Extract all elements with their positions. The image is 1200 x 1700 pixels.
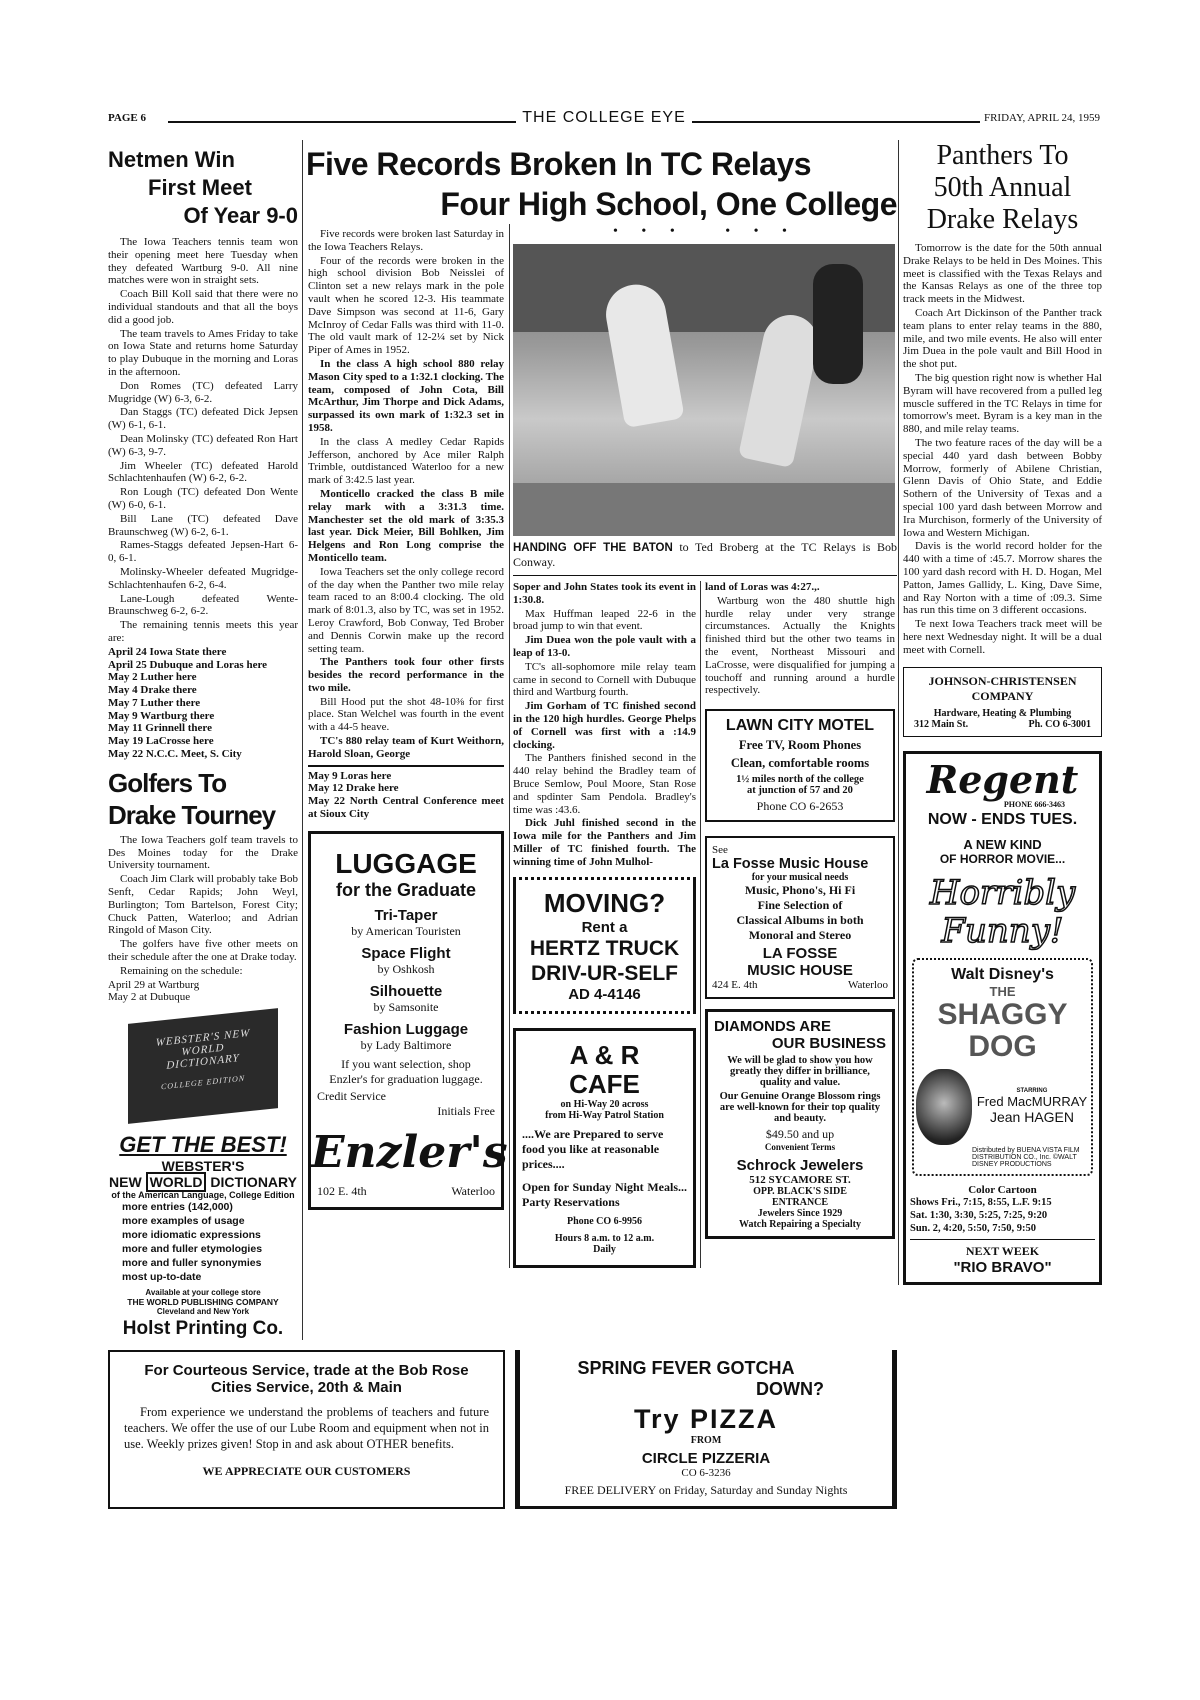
- luggage-maker: by Samsonite: [373, 999, 439, 1014]
- paragraph: Bill Hood put the shot 48-10⅜ for first place. Stan Welchel was fourth in the event with a 44-5 heave.: [308, 695, 504, 734]
- paragraph: Dan Staggs (TC) defeated Dick Jepsen (W) 6-1, 6-1.: [108, 406, 298, 432]
- luggage-maker: by Lady Baltimore: [360, 1037, 452, 1052]
- list-item: May 2 Luther here: [108, 671, 197, 684]
- paragraph: Iowa Teachers set the only college record of the day when the Panther two mile relay team raced to an 8:00.4 clocking. The old mark of 8:01.3, also by TC, was set in 1952. Leroy Crawford, Bob Conway, Ted Brober and Dennis Corwin make up the record setting team.: [308, 565, 504, 655]
- holst-printing: Holst Printing Co.: [122, 1318, 284, 1340]
- paragraph: The Panthers took four other firsts besides the record performance in the two mile.: [308, 656, 504, 694]
- list-item: April 24 Iowa State there: [108, 645, 227, 658]
- paragraph: Bill Lane (TC) defeated Dave Braunschweg (W) 6-2, 6-1.: [108, 512, 298, 538]
- paragraph: The golfers have five other meets on their schedule after the one at Drake today.: [108, 938, 298, 964]
- issue-date: FRIDAY, APRIL 24, 1959: [980, 112, 1100, 124]
- list-item: May 9 Loras here: [308, 769, 392, 782]
- webster-dictionary-ad: WEBSTER'S NEW WORLD DICTIONARY COLLEGE EDITION GET THE BEST! WEBSTER'S NEW WORLD DICTIONARY of the American Language, College Edition more entries (142,000) more examples of usage more idiomatic expressions more and fuller etymologies more and fuller synonymies most up-to-date Available at your college store THE WORLD PUBLISHING COMPANY Cleveland and New York Holst Printing Co.: [108, 1016, 298, 1340]
- bob-rose-cities-service-ad: For Courteous Service, trade at the Bob Rose Cities Service, 20th & Main From experience we understand the problems of teachers and future teachers. We offer the use of our Lube Room and equipment when not in use. Weekly prizes given! Stop in and ask about OTHER benefits. WE APPRECIATE OUR CUSTOMERS: [108, 1350, 505, 1509]
- paragraph: Jim Duea won the pole vault with a leap of 13-0.: [513, 634, 696, 659]
- actor-portrait: [916, 1069, 972, 1145]
- slogan: GET THE BEST!: [119, 1132, 287, 1158]
- list-item: more entries (142,000): [122, 1201, 233, 1214]
- golfers-headline: Golfers To Drake Tourney: [108, 767, 276, 830]
- hertz-truck-ad: MOVING? Rent a HERTZ TRUCK DRIV-UR-SELF AD 4-4146: [513, 877, 696, 1014]
- paragraph: TC's 880 relay team of Kurt Weithorn, Harold Sloan, George: [308, 735, 504, 760]
- page-number: PAGE 6: [108, 112, 150, 124]
- enzlers-luggage-ad: LUGGAGE for the Graduate Tri-Taper by American Touristen Space Flight by Oshkosh Silhouette by Samsonite Fashion Luggage by Lady Baltimore If you want selection, shop Enzler's for graduation luggage. Credit Service Initials Free Enzler's 102 E. 4th Waterloo: [308, 831, 504, 1210]
- relays-headline: Five Records Broken In TC Relays Four High School, One College: [306, 146, 897, 222]
- paragraph: Coach Bill Koll said that there were no individual standouts and that all the boys did a good job.: [108, 288, 298, 326]
- paragraph: Coach Art Dickinson of the Panther track team plans to enter relay teams in the 880, mile, and two mile events. He also will enter Jim Duea in the pole vault and Bill Hood in the shot put.: [903, 306, 1102, 371]
- paragraph: The Iowa Teachers tennis team won their opening meet here Tuesday when they defeated Wartburg 9-0. All nine matches were won in straight sets.: [108, 236, 298, 287]
- ornament-dots: • • • • • •: [613, 224, 797, 239]
- regent-theater-ad: Regent PHONE 666-3463 NOW - ENDS TUES. A NEW KIND OF HORROR MOVIE... Horribly Funny! Walt Disney's THE SHAGGY DOG STARRING Fred MacMURRAY Jean HAGEN Distributed by BUENA VISTA FILM DISTRIBUTION CO., Inc. ©WALT DISNEY PRODUCTIONS Color Cartoon Shows Fri., 7:15, 8:55, L.F. 9:15 Sat. 1:30, 3:30, 5:25, 7:25, 9:20 Sun. 2, 4:20, 5:50, 7:50, 9:50 NEXT WEEK "RIO BRAVO": [903, 751, 1102, 1285]
- luggage-brand: Space Flight: [361, 944, 451, 962]
- enzlers-logo: Enzler's: [311, 1126, 508, 1178]
- list-item: May 11 Grinnell there: [108, 722, 212, 735]
- newspaper-title: THE COLLEGE EYE: [516, 109, 692, 126]
- golfers-article: [108, 834, 298, 1004]
- netmen-article: [108, 236, 298, 761]
- list-item: May 19 LaCrosse here: [108, 735, 214, 748]
- paragraph: The big question right now is whether Hal Byram will have recovered from a pulled leg muscle suffered in the TC Relays in time for tomorrow's meet. Byram is a key man in the 880, and mile relay teams.: [903, 371, 1102, 436]
- luggage-brand: Silhouette: [369, 982, 443, 1000]
- list-item: Sat. 1:30, 3:30, 5:25, 7:25, 9:20: [910, 1209, 1048, 1221]
- column-1: [108, 140, 302, 1340]
- column-5: [898, 140, 1102, 1285]
- drake-article: [903, 242, 1102, 657]
- ar-cafe-ad: A & R CAFE on Hi-Way 20 across from Hi-Way Patrol Station ....We are Prepared to serve food you like at reasonable prices.... Open for Sunday Night Meals... Party Reservations Phone CO 6-9956 Hours 8 a.m. to 12 a.m. Daily: [513, 1028, 696, 1268]
- main-area: [108, 140, 897, 1509]
- paragraph: Coach Jim Clark will probably take Bob Senft, Cedar Rapids; John Weyl, Burlington; Tom Bartelson, Forest City; Chuck Patten, Waterloo; and Adrian Ringold of Mason City.: [108, 873, 298, 937]
- list-item: Sun. 2, 4:20, 5:50, 7:50, 9:50: [910, 1222, 1037, 1234]
- list-item: April 29 at Wartburg: [108, 978, 200, 991]
- list-item: May 22 N.C.C. Meet, S. City: [108, 748, 242, 761]
- column-2: [306, 224, 510, 1268]
- relays-article-col1: [308, 228, 504, 821]
- luggage-brand: Fashion Luggage: [343, 1020, 469, 1038]
- paragraph: Dean Molinsky (TC) defeated Ron Hart (W) 6-3, 9-7.: [108, 432, 298, 458]
- paragraph: Lane-Lough defeated Wente-Braunschweg 6-2, 6-2.: [108, 592, 298, 618]
- paragraph: Soper and John States took its event in 1:30.8.: [513, 581, 696, 606]
- list-item: more and fuller synonymies: [122, 1257, 262, 1270]
- relay-baton-photo: [513, 244, 895, 536]
- photo-section: [510, 224, 897, 1268]
- list-item: more idiomatic expressions: [122, 1229, 261, 1242]
- bottom-ads-row: [108, 1350, 897, 1509]
- paragraph: Remaining on the schedule:: [120, 964, 243, 977]
- regent-logo: Regent: [926, 756, 1079, 802]
- johnson-christensen-ad: JOHNSON-CHRISTENSEN COMPANY Hardware, Heating & Plumbing 312 Main St. Ph. CO 6-3001: [903, 667, 1102, 737]
- runner-figure: [738, 310, 823, 468]
- paragraph: Wartburg won the 480 shuttle high hurdle relay under very strange circumstances. Actually the Knights finished third but the other two teams in the event, Northeast Missouri and LaCrosse, were disqualified for jumping a touchoff and running around a hurdle respectively.: [705, 594, 895, 697]
- photo-caption: HANDING OFF THE BATON to Ted Broberg at the TC Relays is Bob Conway.: [513, 540, 897, 576]
- paragraph: Tomorrow is the date for the 50th annual Drake Relays to be held in Des Moines. This meet is classified with the Texas Relays and the Kansas Relays as one of the three top track meets in the Midwest.: [903, 242, 1102, 306]
- paragraph: The two feature races of the day will be a special 440 yard dash between Bobby Morrow, formerly of Abilene Christian, Glenn Davis of Ohio State, and Eddie Sothern of the University of Texas and a special 100 yard dash between Morrow and Ira Murchison, formerly of the University of Iowa and Western Michigan.: [903, 436, 1102, 539]
- la-fosse-music-ad: See La Fosse Music House for your musical needs Music, Phono's, Hi Fi Fine Selection of Classical Albums in both Monoral and Stereo LA FOSSE MUSIC HOUSE 424 E. 4th Waterloo: [705, 836, 895, 999]
- paragraph: Jim Wheeler (TC) defeated Harold Schlachtenhaufen (W) 6-2, 6-2.: [108, 459, 298, 485]
- column-3: [513, 581, 701, 1268]
- luggage-maker: by Oshkosh: [377, 961, 435, 976]
- paragraph: TC's all-sophomore mile relay team came in second to Cornell with Dubuque third and Wartburg fourth.: [513, 660, 696, 699]
- paragraph: Monticello cracked the class B mile relay mark with a 3:31.3 time. Manchester set the old mark of 3:35.3 last year. Dick Meier, Bill Bohlken, Jim Helgens and Ron Long comprise the Monticello team.: [308, 487, 504, 564]
- schrock-jewelers-ad: DIAMONDS ARE OUR BUSINESS We will be glad to show you how greatly they differ in brilliance, quality and value. Our Genuine Orange Blossom rings are well-known for their top quality and beauty. $49.50 and up Convenient Terms Schrock Jewelers 512 SYCAMORE ST. OPP. BLACK'S SIDE ENTRANCE Jewelers Since 1929 Watch Repairing a Specialty: [705, 1009, 895, 1239]
- paragraph: In the class A medley Cedar Rapids Jefferson, anchored by Ace miler Ralph Trimble, outdistanced Waterloo for a new mark of 3:42.5 last year.: [308, 435, 504, 487]
- luggage-brand: Tri-Taper: [374, 906, 438, 924]
- circle-pizzeria-ad: SPRING FEVER GOTCHA DOWN? Try PIZZA FROM CIRCLE PIZZERIA CO 6-3236 FREE DELIVERY on Friday, Saturday and Sunday Nights: [515, 1350, 897, 1509]
- list-item: April 25 Dubuque and Loras here: [108, 658, 268, 671]
- paragraph: Molinsky-Wheeler defeated Mugridge-Schlachtenhaufen 6-2, 6-4.: [108, 565, 298, 591]
- paragraph: Five records were broken last Saturday in the Iowa Teachers Relays.: [308, 228, 504, 253]
- list-item: May 4 Drake there: [108, 684, 197, 697]
- netmen-headline: Netmen Win First Meet Of Year 9-0: [108, 147, 298, 228]
- paragraph: Te next Iowa Teachers track meet will be here next Wednesday night. It will be a dual meet with Cornell.: [903, 618, 1102, 656]
- list-item: more and fuller etymologies: [122, 1243, 263, 1256]
- paragraph: The Iowa Teachers golf team travels to Des Moines today for the Drake University tournament.: [108, 833, 298, 872]
- paragraph: Max Huffman leaped 22-6 in the broad jump to win that event.: [513, 607, 696, 633]
- list-item: May 9 Wartburg there: [108, 709, 215, 722]
- paragraph: Davis is the world record holder for the 440 with a time of :45.7. Morrow shares the 100 yard dash record with H. D. Hogan, Mel Patton, James Gallidy, L. King, Dave Sime, and Ray Norton with a time of :09.3. Sime has run this time on 3 different occasions.: [903, 540, 1102, 617]
- column-4: [701, 581, 895, 1268]
- paragraph: Jim Gorham of TC finished second in the 120 high hurdles. George Phelps of Cornell was first with a :14.9 clocking.: [513, 700, 696, 751]
- paragraph: Dick Juhl finished second in the Iowa mile for the Panthers and Jim Miller of TC finished fourth. The winning time of John Mulhol-: [513, 817, 696, 868]
- paragraph: The team travels to Ames Friday to take on Iowa State and returns home Saturday to play Dubuque in the morning and Loras in the afternoon.: [108, 327, 298, 378]
- list-item: more examples of usage: [122, 1215, 245, 1228]
- masthead: [108, 109, 1100, 132]
- list-item: May 22 North Central Conference meet at Sioux City: [308, 795, 504, 821]
- relays-article-col4: [705, 581, 895, 697]
- list-item: May 12 Drake here: [308, 782, 399, 795]
- paragraph: land of Loras was 4:27.,.: [705, 581, 820, 593]
- horribly-funny-title: Horribly Funny!: [929, 872, 1076, 951]
- paragraph: Four of the records were broken in the high school division Bob Neisslei of Clinton set a new relays mark in the pole vault when he scored 12-3. His teammate Dave Simpson was second at 11-6, Gary McInroy of Cedar Falls was third with 11-0. The old vault mark of 12-2¼ set by Nick Piper of Ames in 1952.: [308, 254, 504, 357]
- list-item: Shows Fri., 7:15, 8:55, L.F. 9:15: [910, 1196, 1052, 1208]
- paragraph: Don Romes (TC) defeated Larry Mugridge (W) 6-3, 6-2.: [108, 379, 298, 405]
- drake-headline: Panthers To 50th Annual Drake Relays: [926, 140, 1079, 235]
- paragraph: Ron Lough (TC) defeated Don Wente (W) 6-0, 6-1.: [108, 486, 298, 511]
- paragraph: The Panthers finished second in the 440 relay behind the Bradley team of Bruce Semlow, Poul Moore, Stan Rose and spdinter Sam Pendola. Bradley's time was :43.6.: [513, 752, 696, 816]
- list-item: May 7 Luther there: [108, 696, 201, 709]
- relays-article-col3: [513, 581, 696, 869]
- paragraph: The remaining tennis meets this year are:: [108, 619, 298, 644]
- paragraph: In the class A high school 880 relay Mason City sped to a 1:32.1 clocking. The team, composed of John Cota, Bill McArthur, Jim Thorpe and Dick Adams, surpassed its own mark of 1:32.3 set in 1958.: [308, 357, 504, 434]
- list-item: most up-to-date: [122, 1271, 202, 1284]
- paragraph: Rames-Staggs defeated Jepsen-Hart 6-0, 6-1.: [108, 539, 298, 565]
- list-item: May 2 at Dubuque: [108, 991, 191, 1004]
- dictionary-book-image: WEBSTER'S NEW WORLD DICTIONARY COLLEGE EDITION: [128, 1008, 278, 1124]
- luggage-maker: by American Touristen: [351, 923, 461, 938]
- relays-section: [302, 140, 897, 1340]
- official-figure: [813, 264, 863, 384]
- lawn-city-motel-ad: LAWN CITY MOTEL Free TV, Room Phones Clean, comfortable rooms 1½ miles north of the college at junction of 57 and 20 Phone CO 6-2653: [705, 709, 895, 822]
